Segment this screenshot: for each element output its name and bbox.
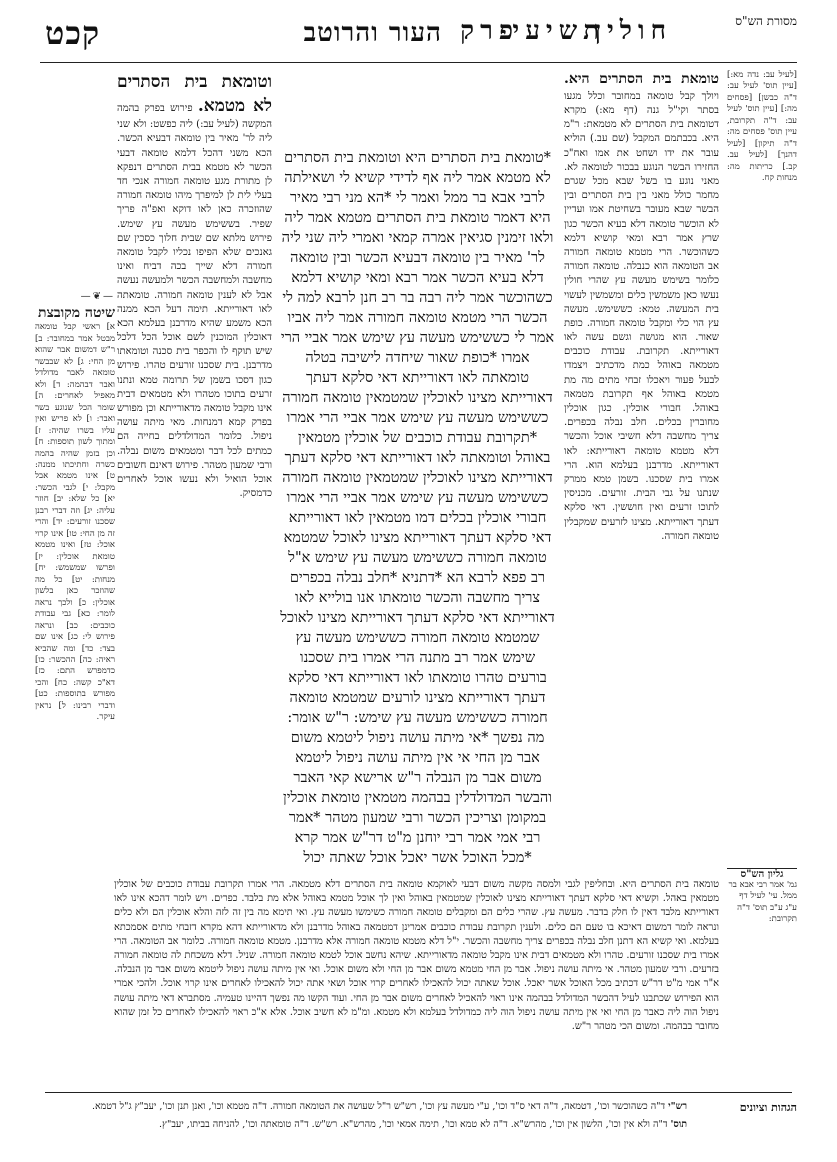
folio-number: קכט: [45, 14, 101, 52]
lower-commentary-text: טומאה בית הסתרים היא. ובחליפין לגבי ולמסה מקשה משום דבעי לאוקמא טומאה בית הסתרים דלא מטמאה. הרי אמרו תקרובת עבודת כוכבים של אוכלין מטמאין באהל. וקשיא דאי סלקא דעתך דאורייתא מצינו לאוכלין שמטמאין באוהל ואין לך אוכל מטמא באוהל אלא מת בלבד. כפרים. ויש לומר דהכא אינו לאו דאורייתא מלבד דאין לו חלק בדבר. מעשה עץ. שהרי כלים הם ומקבלים טומאה חמורה כשימשו מעשה עץ. ואי תימא מה בין זה לזה והלא אוכלין הם ולא כלים ונראה לומר דמשום דאיכא בו טעם הם כלים. ולענין תקרובת עבודת כוכבים אמרינן דמטמאה באוהל מדרבנן ולא מדאורייתא דהא מקרא דזבחי מתים אסמכתא בעלמא. ואי קשיא הא דתנן חלב נבלה בכפרים צריך מחשבה והכשר. י"ל דלא מטמא טומאה חמורה אלא מדרבנן. מטמא טומאה חמורה. כלומר אב הטומאה. הרי אמרו בית שסכנו זורעים. טהרו ולא מטמאים דבית אינו מקבל טומאה מדאורייתא. שיהא נחשב אוכל לטמא טומאה חמורה. שניל. דלא משכחת לה טומאה חמורה בזרעים. ורבי שמעון מטהר. אי מיתה עושה ניפול. אבר מן החי מטמא משום אבר מן החי ולא משום אוכל. ואי אין מיתה עושה ניפול ליטמא משום אבר מן הנבלה. א"ר אמי מ"ט דר"ש דכתיב מכל האוכל אשר יאכל. אוכל שאתה יכול להאכילו לאחרים קרוי אוכל ושאי אתה יכול להאכילו לאחרים אינו קרוי אוכל. ולהכי אמרי הוא הפירוש שכתבנו לעיל דהבשר המדולדל בבהמה אינו ראוי להאכיל לאחרים משום אבר מן החי. ועוד הקשו מה נפשך דהיינו טעמיה. מסתברא דאי מיתה עושה ניפול הוה ליה כאבר מן החי ואי אין מיתה עושה ניפול הוה ליה כמדולדל בעלמא ולא מטמא. ומ"מ לא חשיב אוכל. אלא א"כ ראוי להאכילו לאחרים כל זמן שהוא מחובר בבהמה. ומשום הכי מטהר ר"ש.: [114, 879, 719, 1033]
tosafot-lead: וטומאת בית הסתרים לא מטמא.: [117, 72, 272, 117]
footer-rashi-label: רש"י: [668, 1101, 687, 1112]
gilyon-hashas-text: גמ' אמר רבי אבא בר ממל. עי' לעיל דף ע"ג ע"ב תוס' ד"ה תקרובת:: [728, 880, 797, 925]
footer-line-2-text: ד"ה ולא אין וכו', הלשון אין וכו', מהרש"א. ד"ה לא טמא וכו', תימה אמאי וכו', מהרש"א. רש"ש. ד"ה טומאתה וכו', להניחה בביתו, יעב"ץ.: [159, 1119, 668, 1130]
rashi-text: ויולך קבל טומאה במחובר וכלל מגעו בסתר וקי"ל גנה (דף מא:) מקרא דטומאת בית הסתרים לא מטמאת: ר"מ היא. בכבתמם המקבל (שם עב.) הוליא עובר את ידו ושחט את אמו ואח"כ החזירו הבשר הנוגע בבכור לטומאה לא. מאני נוגע בו בשל שבא מכל שגרם מחמר כולל מאני בין בית הסתרים ובין הבשר שבא מעובר בשחיטת אמו ועדיין לא הוכשר טומאה דלא בעיא הכשר כגון שרץ אמר רבא ומאי קושיא דלמא כשהוכשר. הרי מטמא טומאה חמורה אב הטומאה הוא כנבלה. טומאה חמורה כלומר בשימש מעשה עץ שהרי חולין נעשו כאן משמשין כלים ומשמשין לעשוי בית המעשה. טמא: כששימש. מעשה עץ הוי כלי ומקבל טומאה חמורה. כופת שאור. הוא מגושה וגשם עשה לאו דאורייתא. תקרובת. עבודת כוכבים מטמאה באוהל כמת מדכתיב ויצמדו לבעל פעור ויאכלו זבחי מתים מה מת מטמא באוהל אף תקרובת מטמאה באוהל. חבורי אוכלין. כגון אוכלין מחוברין בכלים. חלב נבלה בכפרים. צריך מחשבה דלא חשיבי אוכל והכשר דלא מטמא טומאה דאורייתא: לאו דאורייתא. מדרבנן בעלמא הוא. הרי אמרו בית שסכנו. בשמן טמא ממרק שנתנו על גבי הבית. זורעים. מכניסין לתוכו זרעים ואין חוששין. דאי סלקא דעתך דאורייתא. מצינו לזרעים שמקבלין טומאה חמורה.: [564, 90, 719, 542]
gemara-text: *טומאת בית הסתרים היא וטומאת בית הסתרים לא מטמא אמר ליה אף לדידי קשיא לי ושאילתה לרבי אבא בר ממל ואמר לי *הא מני רבי מאיר היא דאמר טומאת בית הסתרים מטמא אמר ליה ולאו זימנין סגיאין אמרה קמאי ואמרי ליה שני ליה לר' מאיר בין טומאה דבעיא הכשר ובין טומאה דלא בעיא הכשר אמר רבא ומאי קושיא דלמא כשהוכשר אמר ליה רבה בר רב חנן לרבא למה לי הכשר הרי מטמא טומאה חמורה אמר ליה אביו אמר לי כששימש מעשה עץ שימש אמר אביי הרי אמרו *כופת שאור שיחדה לישיבה בטלה טומאתה לאו דאורייתא דאי סלקא דעתך דאורייתא מצינו לאוכלין שמטמאין טומאה חמורה כששימש מעשה עץ שימש אמר אביי הרי אמרו *תקרובת עבודת כוכבים של אוכלין מטמאין באוהל וטומאתה לאו דאורייתא דאי סלקא דעתך דאורייתא מצינו לאוכלין שמטמאין טומאה חמורה כששימש מעשה עץ שימש אמר אביי הרי אמרו חבורי אוכלין בכלים דמו מטמאין לאו דאורייתא דאי סלקא דעתך דאורייתא מצינו לאוכל שמטמא טומאה חמורה כששימש מעשה עץ שימש א"ל רב פפא לרבא הא *דתניא *חלב נבלה בכפרים צריך מחשבה והכשר טומאתו אנו בולייא לאו דאורייתא דאי סלקא דעתך דאורייתא מצינו לאוכל שמטמא טומאה חמורה כששימש מעשה עץ שימש אמר רב מתנה הרי אמרו בית שסכנו בורעים טהרו טומאתו לאו דאורייתא דאי סלקא דעתך דאורייתא מצינו לורעים שמטמא טומאה חמורה כששימש מעשה עץ שימש: ר"ש אומר: מה נפשך *אי מיתה עושה ניפול ליטמא משום אבר מן החי אי אין מיתה עושה ניפול ליטמא משום אבר מן הנבלה ר"ש ארישא קאי האבר והבשר המדולדלין בבהמה מטמאין טומאת אוכלין במקומן וצריכין הכשר ורבי שמעון מטהר *אמר רבי אמי אמר רבי יוחנן מ"ט דר"ש אמר קרא *מכל האוכל אשר יאכל אוכל שאתה יכול: [280, 150, 555, 866]
tractate-name: חולין: [594, 16, 672, 46]
footer-label: הגהות וציונים: [739, 1101, 797, 1114]
lower-commentary: [114, 878, 719, 1086]
footer-rule: [45, 1092, 792, 1093]
chapter-name: העור והרוטב: [303, 18, 442, 48]
margin-refs-text: [לעיל עב: נדה מא:] [עיין תוס' לעיל עב: ד"ה כבשן] [פסחים מה:] [עיין תוס' לעיל עב: ד"ה תקרובת, עיין תוס' פסחים מה: ד"ה תיקון] [לעיל דהנך] [לעיל עב. קב.] כריתות מה: מנחות קח.: [727, 70, 797, 184]
shita-mekubetzet-text: א] ראשי קבל טומאה מבטל אמר במחובר: ב] ר"ש דמשום אבר שהוא מן החי: ג] לא שבבשר טומאה לאבר מדולדל ואבר דבהמה: ד] ולא מאפיל לאחרים: ה] שומר הכל שנוגע בשר ואבר: ו] לא פריש ואין עליו בשרו שהיה: ז] ומתוך לשון תוספות: ח] וכן בזמן שהיה בהמה כשרה וחתיכתו ממנה: ט] אינו מטמא אבל מקבל: י] לגבי הכשר: יא] כל שלא: יב] חוזר עליה: יג] וזה דברי רבנן שסכנו זורעים: יד] והרי זה מן החי: טו] אינו קרוי אוכל: טז] ואינו מטמא טומאת אוכלין: יז] ופרשו שמשמש: יח] מנחות: יט] כל מה שהוזכר כאן בלשון אוכלין: כ] ולכך נראה לומר: כא] גבי עבודת כוכבים: כב] ונראה פירוש לי: כג] אינו שם בצד: כד] ומה שהביא ראיה: כה] ההכשר: כו] כדמפרש התם: כז] דא"כ קשה: כח] והכי מפורש בתוספות: כט] ודברי רבינו: ל] נראין עיקר.: [35, 322, 115, 723]
ornament-divider: —❦—: [80, 291, 115, 302]
tosafot-column: [117, 70, 272, 865]
footer-line-1-text: ד"ה כשהוכשר וכו', דטמאה, ד"ה דאי ס"ד וכו', ע"י מעשה עץ וכו', רש"ש ר"ל שעושה את הטומאה חמורה. ד"ה מטמא וכו', ואנן תנן וכו', יעב"ץ ג"ל דטמא.: [91, 1101, 666, 1112]
tosafot-text: פירוש בפרק בהמה המקשה (לעיל עב:) ליה כפשט: ולא שני ליה לר' מאיר בין טומאה דבעיא הכשר. הכא משני דהכל דלמא טומאה דבעי הכשר לא מטמא בבית הסתרים דנפקא לן מתורת מגע טומאה חמורה אנכי חד בעלי לית לן למיפרך מיהו טומאה חמורה שהוזכרה כאן לאו דוקא ואפ"ה פריך שפיר. בששימש מעשה עץ שימש. פירוש מלתא שם שבית חלוך כסכין שם גאנכים שלא הפיפו נכליו לקבל טומאה חמורה דלא שייך בכה דביח ואינו מחשבה ולמחשבה הכשר ולמעשה נעשה אבל לא לענין טומאה חמורה. טומאתה לאו דאורייתא. תימה דעל הכא ממנה הכא משמע שהיא מדרבנן בעלמא הכא דאוכלין המוכנין לשם אוכל הכל דלכל שיש תוקף לו והכפר בית סכנה וטומאתו מדרבנן. בית שסכנו זורעים טהרו. פירוש כגון דסכו בשמן של תרומה טמא ונתנו זרעים בתוכו מטהרו ולא מטמאים דבית אינו מקבל טומאה מדאורייתא וכן מפורש בפרק קמא דמנחות. מאי מיתה עושה ניפול. כלומר המדולדלים בחייה הם כמתים לכל דבר ומטמאים משום נבלה. ורבי שמעון מטהר. פירוש דאינם חשובים אוכל הואיל ולא נעשו אוכל לאחרים כדמסיק.: [117, 103, 272, 500]
rashi-column: [564, 70, 719, 865]
perek-number: תשיעי: [512, 16, 605, 46]
perek-label: פרק: [460, 16, 519, 46]
gilyon-hashas-box: [727, 868, 797, 926]
footer-tosafot-label: תוס': [670, 1119, 687, 1130]
footer-line-2: [47, 1118, 687, 1131]
rashi-lead: טומאת בית הסתרים היא.: [564, 71, 719, 87]
margin-references-right: [727, 70, 797, 850]
footer-line-1: [47, 1100, 687, 1113]
gilyon-hashas-title: גליון הש"ס: [740, 869, 784, 880]
shita-mekubetzet-title: שיטה מקובצת: [38, 304, 115, 321]
masoret-label: מסורת הש"ס: [735, 14, 797, 28]
gemara-column: [280, 148, 555, 868]
shita-mekubetzet-box: [35, 290, 115, 850]
header-rule: [40, 62, 797, 63]
